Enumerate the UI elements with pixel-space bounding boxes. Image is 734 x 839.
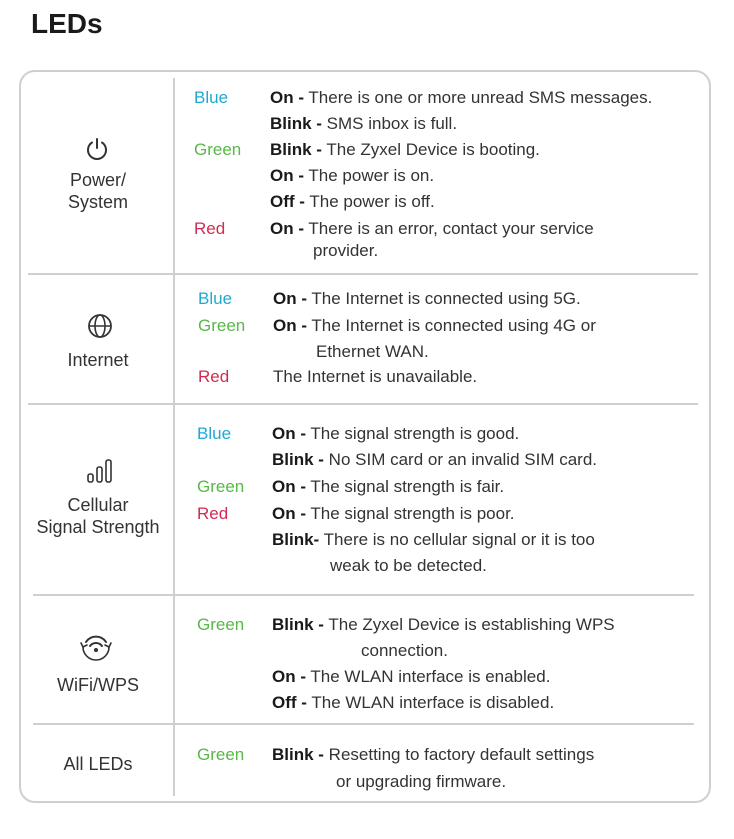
color-label-red: Red xyxy=(198,367,230,386)
description-line: On - The signal strength is poor. xyxy=(272,504,515,523)
description-line: On - The WLAN interface is enabled. xyxy=(272,667,551,686)
description-line: Blink - Resetting to factory default settings xyxy=(272,745,595,764)
row-label-power-system: Power/ System xyxy=(67,170,128,212)
row-label-wifi-wps: WiFi/WPS xyxy=(57,675,139,695)
description-line: Blink- There is no cellular signal or it is too xyxy=(272,530,595,549)
color-label-red: Red xyxy=(197,504,229,523)
row-divider xyxy=(33,594,694,596)
description-line: Off - The WLAN interface is disabled. xyxy=(272,693,555,712)
description-line: Ethernet WAN. xyxy=(316,342,429,361)
description-line: On - The power is on. xyxy=(270,166,435,185)
description-line: On - There is one or more unread SMS messages. xyxy=(270,88,653,107)
globe-icon xyxy=(86,312,114,340)
description-line: connection. xyxy=(361,641,448,660)
description-line: On - There is an error, contact your service xyxy=(270,219,594,238)
color-label-blue: Blue xyxy=(197,424,232,443)
signal-bars-icon xyxy=(86,458,114,484)
column-divider xyxy=(173,78,175,796)
color-label-green: Green xyxy=(197,477,245,496)
description-line: Blink - The Zyxel Device is booting. xyxy=(270,140,540,159)
color-label-blue: Blue xyxy=(198,289,233,308)
description-line: or upgrading firmware. xyxy=(336,772,507,791)
row-label-all-leds: All LEDs xyxy=(63,754,133,774)
description-line: Off - The power is off. xyxy=(270,192,435,211)
description-line: On - The Internet is connected using 4G or xyxy=(273,316,596,335)
row-divider xyxy=(28,273,698,275)
description-line: The Internet is unavailable. xyxy=(273,367,478,386)
description-line: weak to be detected. xyxy=(330,556,487,575)
color-label-green: Green xyxy=(198,316,246,335)
description-line: On - The signal strength is fair. xyxy=(272,477,505,496)
description-line: Blink - The Zyxel Device is establishing WPS xyxy=(272,615,615,634)
color-label-green: Green xyxy=(197,615,245,634)
description-line: On - The signal strength is good. xyxy=(272,424,520,443)
wifi-wps-icon xyxy=(79,627,113,661)
power-icon xyxy=(83,135,111,163)
color-label-blue: Blue xyxy=(194,88,229,107)
description-line: provider. xyxy=(313,241,379,260)
row-label-cellular-signal-strength: Cellular Signal Strength xyxy=(36,495,160,537)
row-label-internet: Internet xyxy=(67,350,129,370)
color-label-green: Green xyxy=(197,745,245,764)
description-line: Blink - No SIM card or an invalid SIM card. xyxy=(272,450,597,469)
page-title: LEDs xyxy=(31,8,103,39)
color-label-green: Green xyxy=(194,140,242,159)
description-line: Blink - SMS inbox is full. xyxy=(270,114,458,133)
description-line: On - The Internet is connected using 5G. xyxy=(273,289,581,308)
row-divider xyxy=(28,403,698,405)
row-divider xyxy=(33,723,694,725)
color-label-red: Red xyxy=(194,219,226,238)
